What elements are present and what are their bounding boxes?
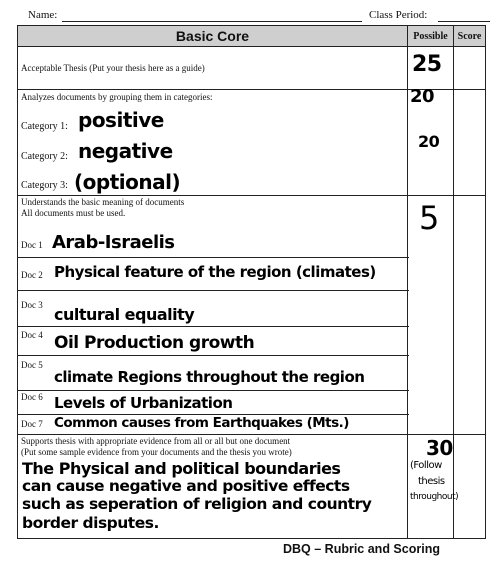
thesis-possible: 25 (412, 52, 442, 77)
evidence-answer-line-2[interactable]: can cause negative and positive effects (22, 477, 350, 495)
class-period-label: Class Period: (369, 9, 428, 21)
documents-possible: 5 (419, 199, 439, 237)
doc-1-label: Doc 1 (21, 240, 43, 250)
category-1-answer[interactable]: positive (78, 108, 164, 132)
name-label: Name: (28, 9, 58, 21)
doc-3-answer[interactable]: cultural equality (54, 305, 195, 324)
doc-7-label: Doc 7 (21, 419, 43, 429)
evidence-possible: 30 (426, 436, 453, 460)
doc-3-line (17, 326, 409, 327)
header-divider (17, 46, 486, 47)
doc-5-label: Doc 5 (21, 360, 43, 370)
doc-2-answer[interactable]: Physical feature of the region (climates) (54, 263, 376, 281)
categories-row-divider (17, 195, 486, 196)
doc-6-answer[interactable]: Levels of Urbanization (54, 394, 233, 412)
category-2-answer[interactable]: negative (78, 139, 173, 163)
score-header: Score (457, 31, 482, 42)
evidence-intro-1: Supports thesis with appropriate evidence from all or all but one document (21, 436, 291, 446)
evidence-answer-line-3[interactable]: such as seperation of religion and country (22, 495, 372, 513)
class-period-line[interactable] (438, 21, 490, 22)
category-3-answer[interactable]: (optional) (74, 170, 181, 194)
doc-5-line (17, 390, 409, 391)
doc-2-line (17, 290, 409, 291)
documents-row-divider (17, 434, 486, 435)
doc-5-answer[interactable]: climate Regions throughout the region (54, 368, 365, 386)
table-title: Basic Core (175, 28, 250, 44)
doc-4-line (17, 355, 409, 356)
doc-1-answer[interactable]: Arab-Israelis (52, 232, 175, 253)
footer-caption: DBQ – Rubric and Scoring (283, 542, 440, 556)
possible-header: Possible (413, 31, 448, 42)
documents-intro-2: All documents must be used. (21, 208, 126, 218)
categories-possible-1: 20 (410, 86, 435, 107)
score-column-line (453, 25, 454, 539)
category-2-label: Category 2: (21, 151, 68, 162)
doc-7-answer[interactable]: Common causes from Earthquakes (Mts.) (54, 415, 349, 431)
evidence-answer-line-1[interactable]: The Physical and political boundaries (22, 459, 341, 478)
evidence-answer-line-4[interactable]: border disputes. (22, 514, 159, 532)
evidence-note-line-1: (Follow (410, 460, 442, 471)
doc-4-answer[interactable]: Oil Production growth (54, 333, 255, 353)
evidence-note-line-3: throughout) (410, 492, 459, 502)
doc-1-line (17, 257, 409, 258)
evidence-intro-2: (Put some sample evidence from your documents and the thesis you wrote) (21, 447, 292, 457)
name-line[interactable] (62, 21, 362, 22)
doc-3-label: Doc 3 (21, 300, 43, 310)
category-1-label: Category 1: (21, 121, 68, 132)
category-3-label: Category 3: (21, 180, 68, 191)
categories-intro: Analyzes documents by grouping them in categories: (21, 92, 213, 102)
doc-6-label: Doc 6 (21, 392, 43, 402)
documents-intro-1: Understands the basic meaning of documents (21, 197, 185, 207)
categories-possible-2: 20 (418, 132, 440, 151)
evidence-note-line-2: thesis (418, 476, 445, 487)
thesis-label: Acceptable Thesis (Put your thesis here as a guide) (21, 63, 205, 73)
doc-2-label: Doc 2 (21, 270, 43, 280)
possible-column-line (407, 25, 408, 539)
doc-4-label: Doc 4 (21, 330, 43, 340)
